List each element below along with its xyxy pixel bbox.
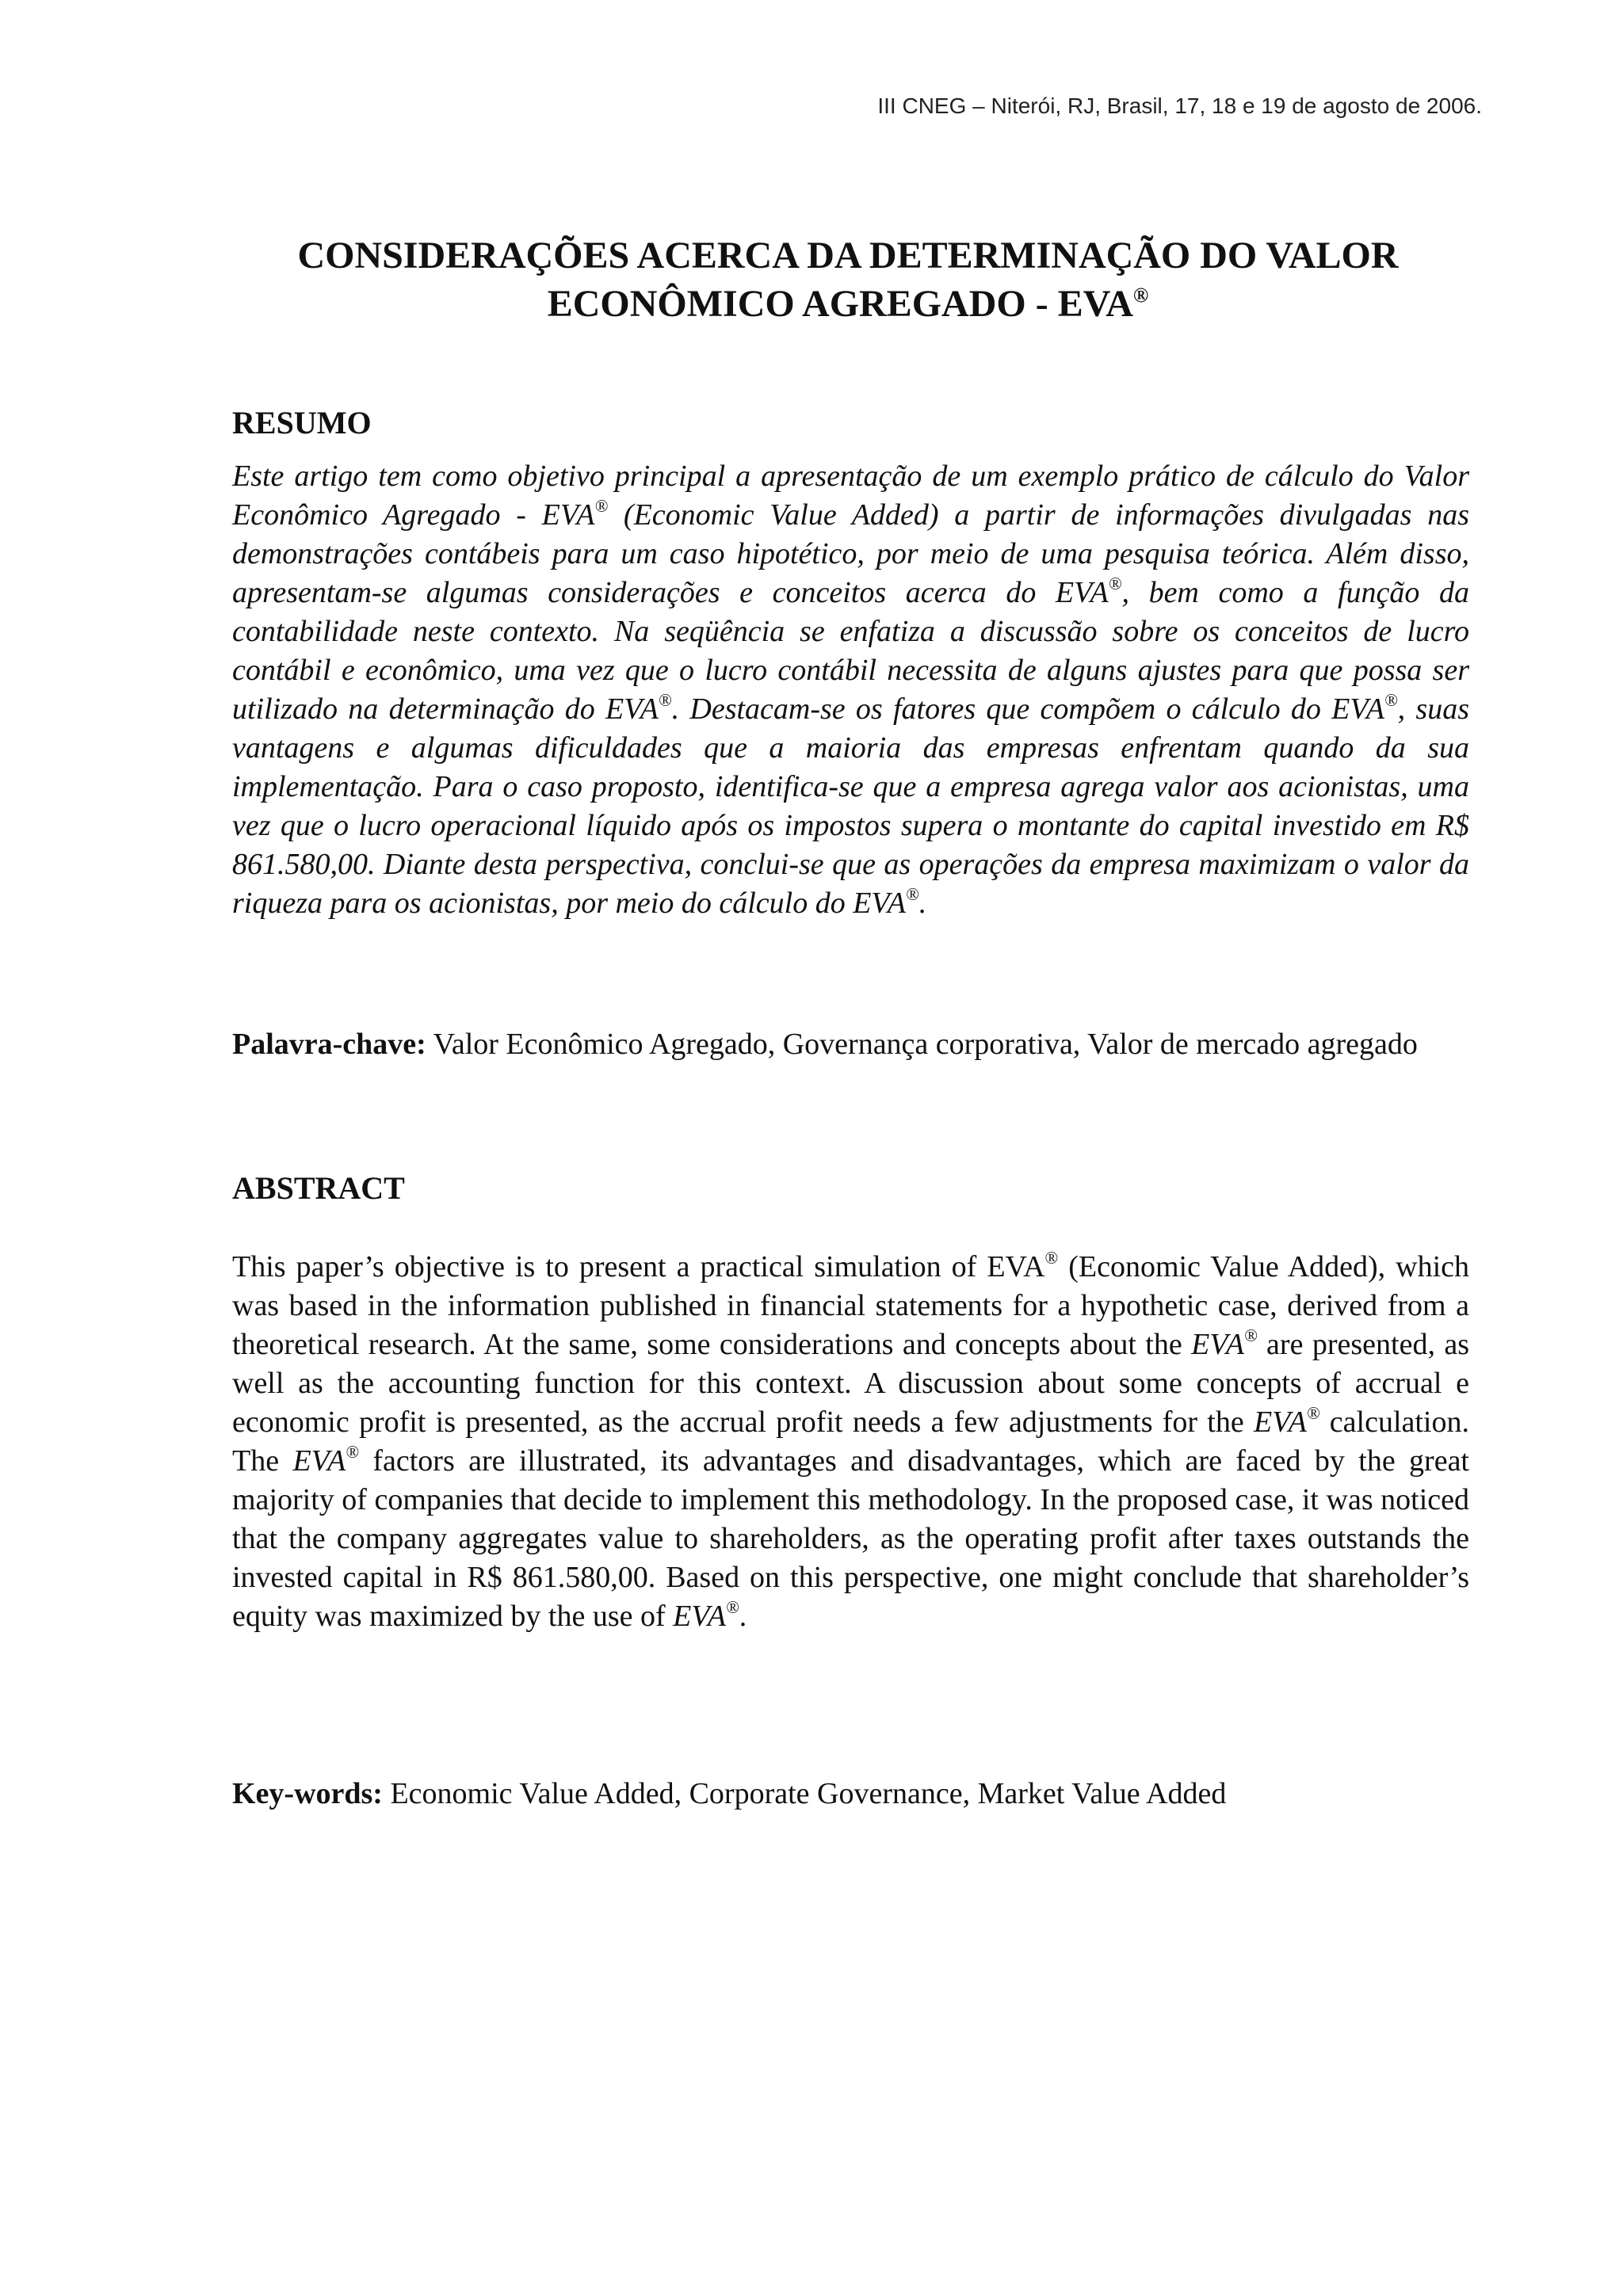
resumo-part-2: (Economic Value Added) a partir de informações divulgadas nas demonstrações contábeis para um caso hipotético, por meio de uma pesquisa teórica. Além disso, apresentam-se algumas considerações e conceitos acerca do EVA (232, 498, 1469, 609)
abstract-part-3: are presented, as well as the accounting function for this context. A discussion about some concepts of accrual e economic profit is presented, as the accrual profit needs a few adjustments for the (232, 1328, 1469, 1439)
resumo-part-1: Este artigo tem como objetivo principal a apresentação de um exemplo prático de cálculo do Valor Econômico Agregado - EVA (232, 460, 1469, 532)
key-words-text: Economic Value Added, Corporate Governance, Market Value Added (382, 1777, 1227, 1810)
palavras-chave (232, 1016, 1469, 1072)
palavras-chave-text: Valor Econômico Agregado, Governança corporativa, Valor de mercado agregado (426, 1028, 1418, 1061)
reg-mark: ® (346, 1442, 359, 1462)
eva-italic: EVA (292, 1444, 346, 1478)
paper-title (222, 231, 1474, 328)
reg-mark: ® (1243, 1325, 1258, 1345)
reg-mark: ® (594, 496, 609, 516)
resumo-part-6: . (918, 887, 927, 920)
reg-mark: ® (1306, 1403, 1320, 1423)
abstract-part-4: calculation. The (232, 1405, 1469, 1478)
abstract-heading: ABSTRACT (232, 1170, 405, 1206)
title-line-2 (222, 280, 1474, 328)
reg-mark: ® (1384, 690, 1398, 710)
resumo-part-3: , bem como a função da contabilidade neste contexto. Na seqüência se enfatiza a discussão sobre os conceitos de lucro contábil e econômico, uma vez que o lucro contábil necessita de alguns ajustes para que possa ser utilizado na determinação do EVA (232, 576, 1470, 726)
abstract-part-6: . (739, 1600, 747, 1633)
palavras-chave-label: Palavra-chave: (232, 1028, 426, 1061)
abstract-part-5: factors are illustrated, its advantages and disadvantages, which are faced by the great majority of companies that decide to implement this methodology. In the proposed case, it was noticed that the company aggregates value to shareholders, as the operating profit after taxes outstands the invested capital in R$ 861.580,00. Based on this perspective, one might conclude that shareholder’s equity was maximized by the use of (232, 1444, 1469, 1633)
title-line-1: CONSIDERAÇÕES ACERCA DA DETERMINAÇÃO DO VALOR (297, 235, 1399, 277)
reg-mark: ® (658, 690, 672, 710)
abstract-text (232, 1248, 1469, 1636)
resumo-heading: RESUMO (232, 405, 372, 441)
abstract-part-2: (Economic Value Added), which was based in the information published in financial statements for a hypothetic case, derived from a theoretical research. At the same, some considerations and concepts about the (232, 1250, 1470, 1361)
key-words (232, 1775, 1469, 1814)
reg-mark: ® (1108, 574, 1122, 593)
eva-italic: EVA (673, 1600, 726, 1633)
eva-italic: EVA (1253, 1405, 1307, 1439)
running-header: III CNEG – Niterói, RJ, Brasil, 17, 18 e 19 de agosto de 2006. (877, 93, 1482, 118)
resumo-part-4: . Destacam-se os fatores que compõem o cálculo do EVA (671, 692, 1384, 726)
abstract-part-1: This paper’s objective is to present a practical simulation of EVA (232, 1250, 1045, 1283)
resumo-part-5: , suas vantagens e algumas dificuldades que a maioria das empresas enfrentam quando da sua implementação. Para o caso proposto, identifica-se que a empresa agrega valor aos acionistas, uma vez que o lucro operacional líquido após os impostos supera o montante do capital investido em R$ 861.580,00. Diante desta perspectiva, conclui-se que as operações da empresa maximizam o valor da riqueza para os acionistas, por meio do cálculo do EVA (232, 692, 1470, 920)
key-words-label: Key-words: (232, 1777, 383, 1810)
eva-italic: EVA (1191, 1328, 1244, 1361)
title-reg-mark: ® (1132, 284, 1149, 307)
reg-mark: ® (725, 1597, 739, 1617)
resumo-text (232, 457, 1469, 923)
reg-mark: ® (1044, 1248, 1059, 1268)
reg-mark: ® (906, 884, 919, 904)
title-line-2-text: ECONÔMICO AGREGADO - EVA (547, 283, 1133, 325)
